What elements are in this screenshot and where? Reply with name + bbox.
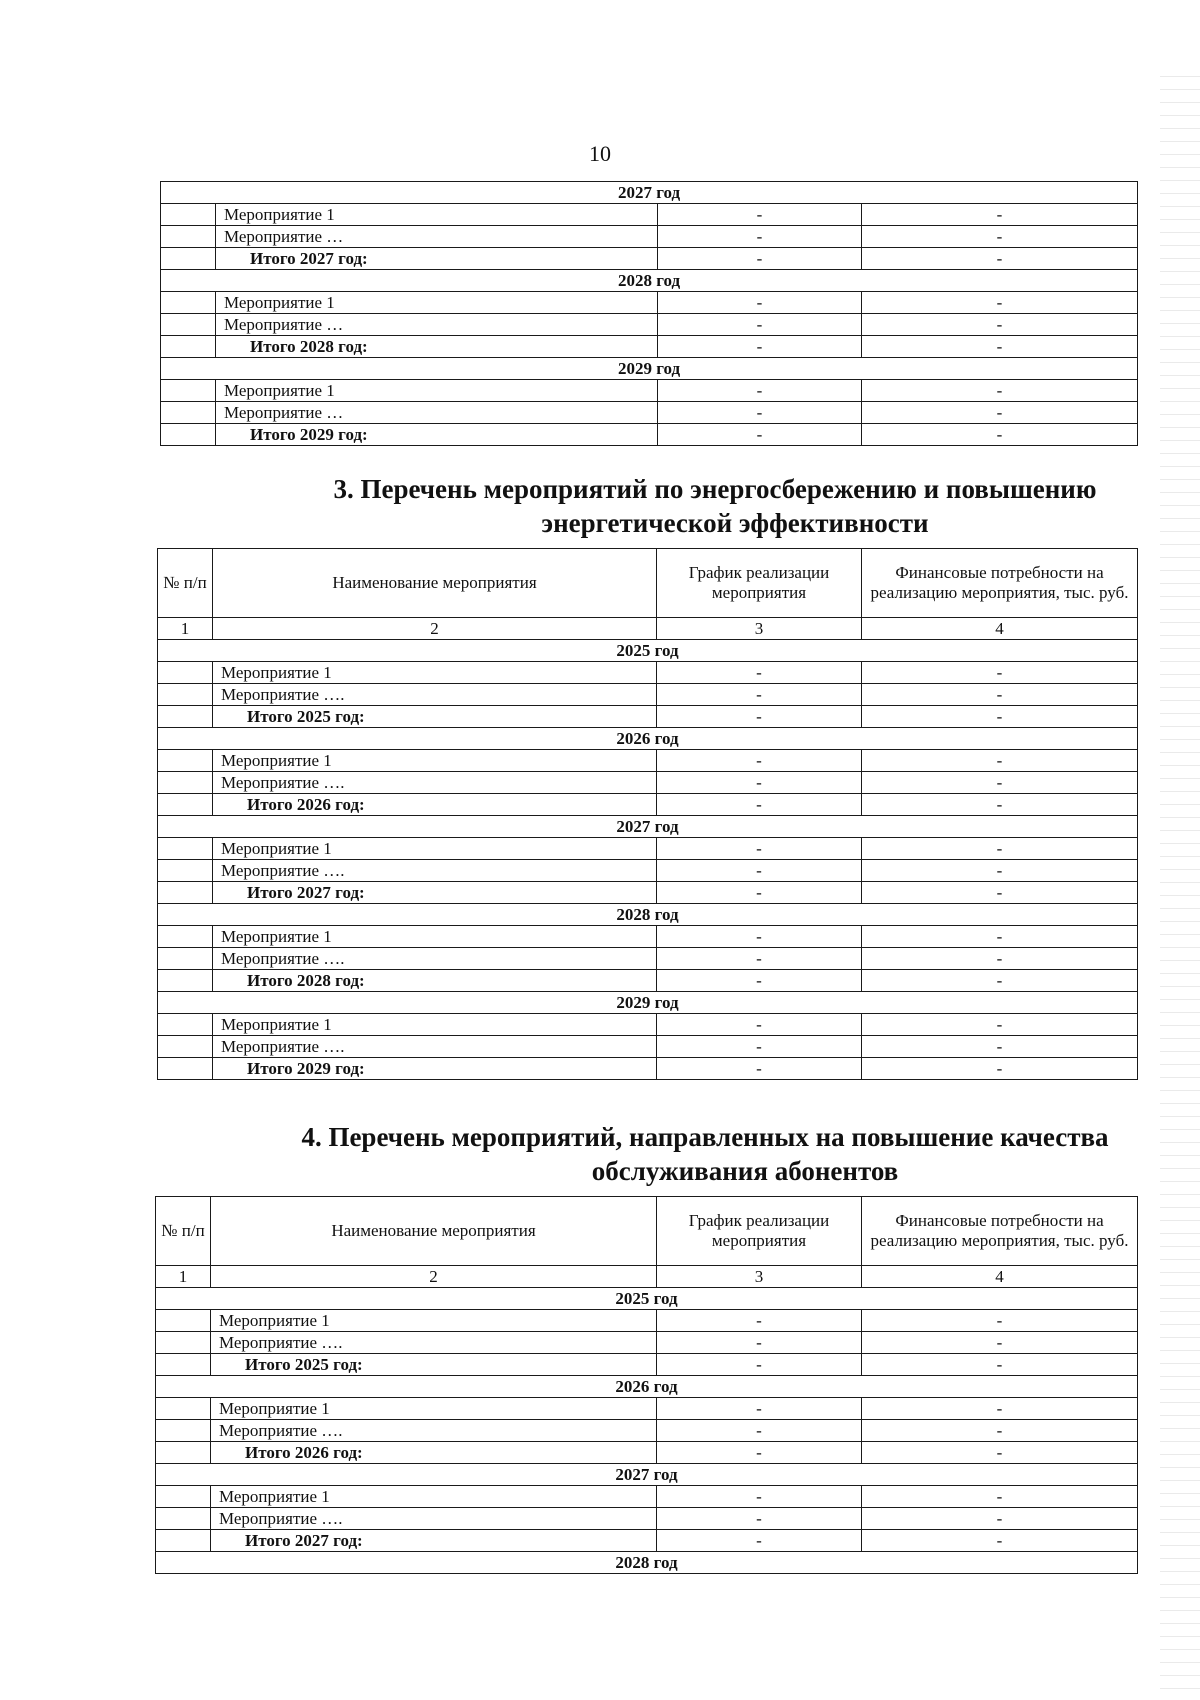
year-label: 2025 год (156, 1288, 1138, 1310)
table-row (161, 292, 1138, 314)
column-header-3: График реализации мероприятия (657, 1197, 862, 1266)
activity-name: Мероприятие …. (211, 1420, 657, 1442)
column-number-row (156, 1266, 1138, 1288)
finance-cell: - (862, 204, 1138, 226)
finance-cell: - (862, 292, 1138, 314)
row-number-cell (158, 772, 213, 794)
row-number-cell (156, 1530, 211, 1552)
year-row (158, 992, 1138, 1014)
finance-cell: - (862, 336, 1138, 358)
table-row (158, 926, 1138, 948)
total-row (161, 248, 1138, 270)
schedule-cell: - (657, 1420, 862, 1442)
row-number-cell (158, 926, 213, 948)
finance-cell: - (862, 838, 1138, 860)
finance-cell: - (862, 314, 1138, 336)
row-number-cell (156, 1398, 211, 1420)
activity-name: Мероприятие …. (213, 684, 657, 706)
row-number-cell (156, 1508, 211, 1530)
finance-cell: - (862, 750, 1138, 772)
schedule-cell: - (657, 838, 862, 860)
finance-cell: - (862, 948, 1138, 970)
page-number: 10 (589, 141, 611, 166)
table-row (156, 1486, 1138, 1508)
row-number-cell (158, 794, 213, 816)
schedule-cell: - (657, 1530, 862, 1552)
activity-name: Мероприятие 1 (216, 380, 658, 402)
schedule-cell: - (657, 882, 862, 904)
year-label: 2027 год (158, 816, 1138, 838)
row-number-cell (158, 1014, 213, 1036)
year-row (156, 1376, 1138, 1398)
year-row (161, 182, 1138, 204)
row-number-cell (161, 204, 216, 226)
finance-cell: - (862, 1354, 1138, 1376)
year-label: 2026 год (158, 728, 1138, 750)
row-number-cell (156, 1420, 211, 1442)
total-label: Итого 2028 год: (216, 336, 658, 358)
table-row (158, 948, 1138, 970)
year-row (156, 1464, 1138, 1486)
year-row (158, 816, 1138, 838)
activity-name: Мероприятие 1 (216, 292, 658, 314)
row-number-cell (156, 1332, 211, 1354)
row-number-cell (156, 1442, 211, 1464)
activity-name: Мероприятие 1 (213, 662, 657, 684)
total-row (156, 1354, 1138, 1376)
row-number-cell (158, 1036, 213, 1058)
column-header-3: График реализации мероприятия (657, 549, 862, 618)
total-row (158, 706, 1138, 728)
row-number-cell (161, 226, 216, 248)
schedule-cell: - (657, 1354, 862, 1376)
section-4-title (180, 1120, 1180, 1188)
schedule-cell: - (657, 706, 862, 728)
column-header-1: № п/п (156, 1197, 211, 1266)
schedule-cell: - (657, 1442, 862, 1464)
schedule-cell: - (658, 204, 862, 226)
total-label: Итого 2029 год: (213, 1058, 657, 1080)
finance-cell: - (862, 926, 1138, 948)
finance-cell: - (862, 248, 1138, 270)
schedule-cell: - (657, 772, 862, 794)
finance-cell: - (862, 1442, 1138, 1464)
activity-name: Мероприятие …. (213, 860, 657, 882)
column-header-2: Наименование мероприятия (213, 549, 657, 618)
schedule-cell: - (658, 380, 862, 402)
total-row (156, 1442, 1138, 1464)
row-number-cell (156, 1354, 211, 1376)
schedule-cell: - (658, 248, 862, 270)
finance-cell: - (862, 1332, 1138, 1354)
table-row (158, 684, 1138, 706)
table-row (158, 772, 1138, 794)
activity-name: Мероприятие 1 (216, 204, 658, 226)
total-label: Итого 2027 год: (211, 1530, 657, 1552)
schedule-cell: - (657, 750, 862, 772)
total-row (158, 794, 1138, 816)
total-label: Итого 2027 год: (213, 882, 657, 904)
row-number-cell (158, 750, 213, 772)
finance-cell: - (862, 1398, 1138, 1420)
finance-cell: - (862, 380, 1138, 402)
year-row (161, 358, 1138, 380)
table-row (156, 1332, 1138, 1354)
finance-cell: - (862, 1036, 1138, 1058)
activity-name: Мероприятие 1 (211, 1486, 657, 1508)
row-number-cell (158, 838, 213, 860)
schedule-cell: - (658, 402, 862, 424)
year-row (158, 728, 1138, 750)
activity-name: Мероприятие …. (213, 1036, 657, 1058)
row-number-cell (161, 424, 216, 446)
row-number-cell (158, 860, 213, 882)
section-3-title-line2: энергетической эффективности (541, 508, 929, 538)
total-label: Итого 2025 год: (213, 706, 657, 728)
total-row (158, 882, 1138, 904)
activity-name: Мероприятие …. (211, 1332, 657, 1354)
table-row (161, 226, 1138, 248)
header-row (158, 549, 1138, 618)
activity-name: Мероприятие … (216, 314, 658, 336)
activity-name: Мероприятие 1 (213, 1014, 657, 1036)
table-row (156, 1310, 1138, 1332)
row-number-cell (156, 1310, 211, 1332)
schedule-cell: - (658, 314, 862, 336)
row-number-cell (161, 314, 216, 336)
schedule-cell: - (657, 1036, 862, 1058)
activity-name: Мероприятие 1 (211, 1398, 657, 1420)
column-header-1: № п/п (158, 549, 213, 618)
total-row (161, 424, 1138, 446)
year-row (156, 1288, 1138, 1310)
total-row (158, 1058, 1138, 1080)
year-label: 2025 год (158, 640, 1138, 662)
activity-name: Мероприятие … (216, 402, 658, 424)
column-number-4: 4 (862, 1266, 1138, 1288)
finance-cell: - (862, 1310, 1138, 1332)
year-row (156, 1552, 1138, 1574)
finance-cell: - (862, 1486, 1138, 1508)
table-row (158, 1036, 1138, 1058)
header-row (156, 1197, 1138, 1266)
row-number-cell (158, 970, 213, 992)
finance-cell: - (862, 1420, 1138, 1442)
finance-cell: - (862, 1058, 1138, 1080)
row-number-cell (158, 684, 213, 706)
column-number-2: 2 (211, 1266, 657, 1288)
finance-cell: - (862, 684, 1138, 706)
year-label: 2029 год (158, 992, 1138, 1014)
activity-name: Мероприятие … (216, 226, 658, 248)
finance-cell: - (862, 226, 1138, 248)
year-label: 2029 год (161, 358, 1138, 380)
table-row (161, 380, 1138, 402)
total-label: Итого 2026 год: (211, 1442, 657, 1464)
schedule-cell: - (657, 1486, 862, 1508)
activity-name: Мероприятие 1 (213, 926, 657, 948)
schedule-cell: - (658, 226, 862, 248)
table-row (161, 204, 1138, 226)
activity-name: Мероприятие …. (213, 772, 657, 794)
year-row (158, 640, 1138, 662)
activity-name: Мероприятие 1 (213, 838, 657, 860)
year-label: 2028 год (158, 904, 1138, 926)
activity-name: Мероприятие …. (211, 1508, 657, 1530)
year-label: 2027 год (161, 182, 1138, 204)
schedule-cell: - (657, 1058, 862, 1080)
schedule-cell: - (657, 662, 862, 684)
table-row (156, 1398, 1138, 1420)
year-label: 2028 год (161, 270, 1138, 292)
scan-edge-artifact (1160, 70, 1200, 1700)
table-row (161, 402, 1138, 424)
row-number-cell (161, 402, 216, 424)
row-number-cell (158, 1058, 213, 1080)
finance-cell: - (862, 402, 1138, 424)
finance-cell: - (862, 1508, 1138, 1530)
row-number-cell (158, 706, 213, 728)
section-4-title-line1: 4. Перечень мероприятий, направленных на повышение качества (301, 1122, 1109, 1152)
row-number-cell (161, 292, 216, 314)
finance-cell: - (862, 970, 1138, 992)
schedule-cell: - (658, 292, 862, 314)
column-number-3: 3 (657, 618, 862, 640)
row-number-cell (161, 380, 216, 402)
row-number-cell (161, 248, 216, 270)
column-number-1: 1 (158, 618, 213, 640)
finance-cell: - (862, 1014, 1138, 1036)
total-row (161, 336, 1138, 358)
total-label: Итого 2026 год: (213, 794, 657, 816)
row-number-cell (161, 336, 216, 358)
table-row (156, 1420, 1138, 1442)
schedule-cell: - (657, 1398, 862, 1420)
schedule-cell: - (657, 970, 862, 992)
activity-name: Мероприятие 1 (211, 1310, 657, 1332)
schedule-cell: - (657, 684, 862, 706)
schedule-cell: - (657, 1014, 862, 1036)
schedule-cell: - (657, 1332, 862, 1354)
column-number-4: 4 (862, 618, 1138, 640)
continuation-table (160, 181, 1138, 446)
finance-cell: - (862, 882, 1138, 904)
column-number-row (158, 618, 1138, 640)
column-header-4: Финансовые потребности на реализацию мероприятия, тыс. руб. (862, 549, 1138, 618)
total-row (156, 1530, 1138, 1552)
row-number-cell (158, 882, 213, 904)
column-header-2: Наименование мероприятия (211, 1197, 657, 1266)
column-number-2: 2 (213, 618, 657, 640)
year-row (161, 270, 1138, 292)
total-label: Итого 2028 год: (213, 970, 657, 992)
table-row (161, 314, 1138, 336)
total-label: Итого 2029 год: (216, 424, 658, 446)
section-3-title-line1: 3. Перечень мероприятий по энергосбережению и повышению (333, 474, 1097, 504)
year-label: 2026 год (156, 1376, 1138, 1398)
finance-cell: - (862, 772, 1138, 794)
year-label: 2027 год (156, 1464, 1138, 1486)
finance-cell: - (862, 1530, 1138, 1552)
column-number-1: 1 (156, 1266, 211, 1288)
table-row (156, 1508, 1138, 1530)
schedule-cell: - (657, 1508, 862, 1530)
section-3-title (190, 472, 1190, 540)
table-row (158, 860, 1138, 882)
section-4-title-line2: обслуживания абонентов (591, 1156, 899, 1186)
year-label: 2028 год (156, 1552, 1138, 1574)
total-label: Итого 2025 год: (211, 1354, 657, 1376)
schedule-cell: - (658, 336, 862, 358)
total-label: Итого 2027 год: (216, 248, 658, 270)
finance-cell: - (862, 860, 1138, 882)
activity-name: Мероприятие 1 (213, 750, 657, 772)
section-4-table (155, 1196, 1138, 1574)
schedule-cell: - (657, 860, 862, 882)
row-number-cell (158, 662, 213, 684)
finance-cell: - (862, 706, 1138, 728)
row-number-cell (158, 948, 213, 970)
table-row (158, 838, 1138, 860)
schedule-cell: - (657, 948, 862, 970)
finance-cell: - (862, 662, 1138, 684)
schedule-cell: - (657, 1310, 862, 1332)
finance-cell: - (862, 424, 1138, 446)
table-row (158, 750, 1138, 772)
table-row (158, 662, 1138, 684)
finance-cell: - (862, 794, 1138, 816)
schedule-cell: - (657, 794, 862, 816)
column-header-4: Финансовые потребности на реализацию мероприятия, тыс. руб. (862, 1197, 1138, 1266)
schedule-cell: - (658, 424, 862, 446)
year-row (158, 904, 1138, 926)
total-row (158, 970, 1138, 992)
table-row (158, 1014, 1138, 1036)
row-number-cell (156, 1486, 211, 1508)
activity-name: Мероприятие …. (213, 948, 657, 970)
section-3-table (157, 548, 1138, 1080)
schedule-cell: - (657, 926, 862, 948)
column-number-3: 3 (657, 1266, 862, 1288)
